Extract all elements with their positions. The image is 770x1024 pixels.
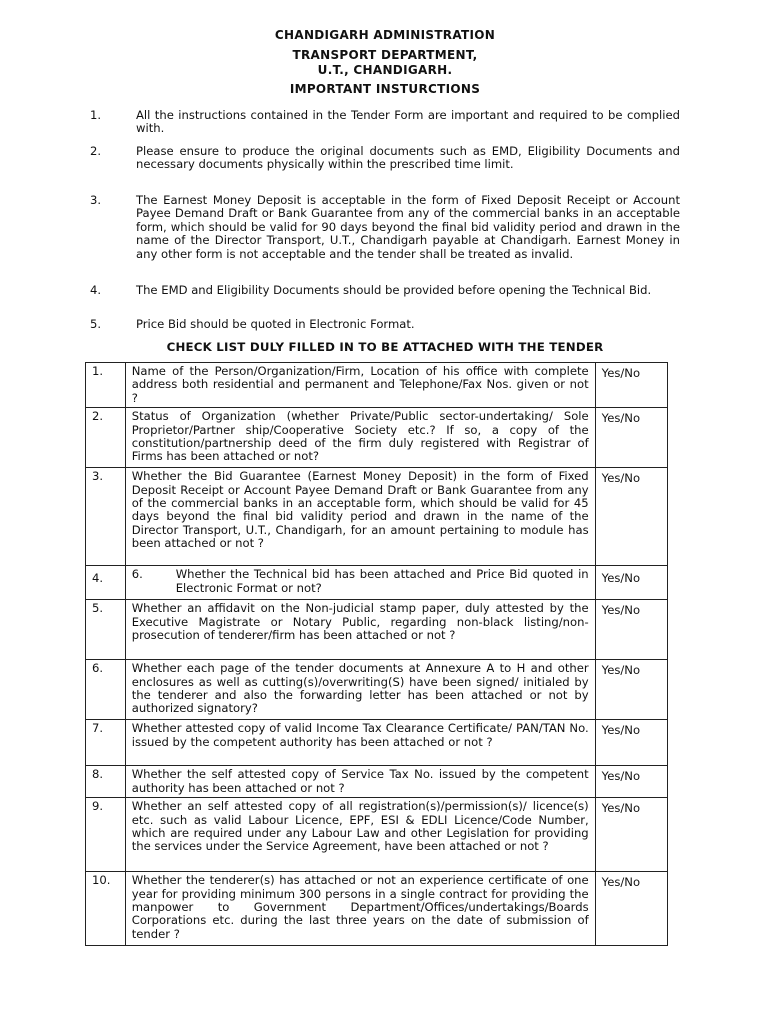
header-administration: CHANDIGARH ADMINISTRATION — [274, 28, 496, 42]
row-number: 10. — [86, 872, 126, 946]
row-answer: Yes/No — [595, 872, 667, 946]
instruction-number: 4. — [90, 283, 102, 297]
row-answer: Yes/No — [595, 798, 667, 872]
checklist-title: CHECK LIST DULY FILLED IN TO BE ATTACHED WITH THE TENDER — [166, 340, 604, 354]
row-text: Status of Organization (whether Private/Public sector-undertaking/ Sole Proprietor/Partner ship/Cooperative Society etc.? If so, a copy of the constitution/partnership deed of the firm duly registered with Registrar of Firms has been attached or not? — [125, 408, 595, 468]
instruction-text: All the instructions contained in the Tender Form are important and required to be complied with. — [136, 108, 680, 136]
row-number: 1. — [86, 363, 126, 408]
row-number: 6. — [86, 660, 126, 720]
table-row — [86, 468, 668, 566]
header-department: TRANSPORT DEPARTMENT, — [292, 48, 478, 62]
row-text: Name of the Person/Organization/Firm, Location of his office with complete address both residential and permanent and Telephone/Fax Nos. given or not ? — [125, 363, 595, 408]
instruction-text: The EMD and Eligibility Documents should be provided before opening the Technical Bid. — [136, 283, 652, 297]
row-answer: Yes/No — [595, 566, 667, 600]
row-text: Whether an affidavit on the Non-judicial stamp paper, duly attested by the Executive Magistrate or Notary Public, regarding non-black listing/non-prosecution of tenderer/firm has been attached or not ? — [125, 600, 595, 660]
header-important-instructions: IMPORTANT INSTURCTIONS — [289, 82, 481, 96]
row-number: 7. — [86, 720, 126, 766]
instruction-text: Please ensure to produce the original documents such as EMD, Eligibility Documents and necessary documents physically within the prescribed time limit. — [136, 144, 680, 172]
row-answer: Yes/No — [595, 660, 667, 720]
instruction-text: Price Bid should be quoted in Electronic Format. — [136, 317, 415, 331]
row-answer: Yes/No — [595, 766, 667, 798]
row-text: Whether each page of the tender documents at Annexure A to H and other enclosures as well as cutting(s)/overwriting(S) have been signed/ initialed by the tenderer and also the forwarding letter has been attached or not by authorized signatory? — [125, 660, 595, 720]
row-answer: Yes/No — [595, 408, 667, 468]
row-text: Whether the Technical bid has been attached and Price Bid quoted in Electronic Format or not? — [175, 567, 589, 595]
row-text: Whether an self attested copy of all registration(s)/permission(s)/ licence(s) etc. such as valid Labour Licence, EPF, ESI & EDLI Licence/Code Number, which are required under any Labour Law and other Legislation for providing the services under the Service Agreement, have been attached or not ? — [125, 798, 595, 872]
row-number: 3. — [86, 468, 126, 566]
row-number: 5. — [86, 600, 126, 660]
instruction-number: 2. — [90, 144, 102, 158]
checklist-table — [85, 362, 668, 946]
row-text: Whether the tenderer(s) has attached or not an experience certificate of one year for providing minimum 300 persons in a single contract for providing the manpower to Government Department/Offices/undertakings/Boards Corporations etc. during the last three years on the date of submission of tender ? — [125, 872, 595, 946]
instruction-number: 5. — [90, 317, 102, 331]
row-cell — [125, 566, 595, 600]
instruction-number: 3. — [90, 193, 102, 207]
row-text: Whether the Bid Guarantee (Earnest Money Deposit) in the form of Fixed Deposit Receipt or Account Payee Demand Draft or Bank Guarantee from any of the commercial banks in an acceptable form, which should be valid for 45 days beyond the final bid validity period and drawn in the name of the Director Transport, U.T., Chandigarh, for an amount pertaining to module has been attached or not ? — [125, 468, 595, 566]
row-answer: Yes/No — [595, 468, 667, 566]
instruction-number: 1. — [90, 108, 102, 122]
row-number: 2. — [86, 408, 126, 468]
table-row — [86, 408, 668, 468]
row-answer: Yes/No — [595, 600, 667, 660]
row-sub-number: 6. — [131, 567, 143, 582]
table-row — [86, 720, 668, 766]
table-row — [86, 363, 668, 408]
header-location: U.T., CHANDIGARH. — [317, 63, 453, 77]
row-text: Whether the self attested copy of Service Tax No. issued by the competent authority has been attached or not ? — [125, 766, 595, 798]
instruction-text: The Earnest Money Deposit is acceptable in the form of Fixed Deposit Receipt or Account Payee Demand Draft or Bank Guarantee from any of the commercial banks in an acceptable form, which should be valid for 90 days beyond the final bid validity period and drawn in the name of the Director Transport, U.T., Chandigarh payable at Chandigarh. Earnest Money in any other form is not acceptable and the tender shall be treated as invalid. — [136, 193, 680, 261]
row-sub-item — [132, 568, 589, 595]
table-row — [86, 872, 668, 946]
row-number: 4. — [86, 566, 126, 600]
row-number: 8. — [86, 766, 126, 798]
row-text: Whether attested copy of valid Income Tax Clearance Certificate/ PAN/TAN No. issued by the competent authority has been attached or not ? — [125, 720, 595, 766]
table-row — [86, 660, 668, 720]
row-answer: Yes/No — [595, 720, 667, 766]
row-number: 9. — [86, 798, 126, 872]
table-row — [86, 766, 668, 798]
table-row — [86, 798, 668, 872]
table-row — [86, 566, 668, 600]
table-row — [86, 600, 668, 660]
row-answer: Yes/No — [595, 363, 667, 408]
